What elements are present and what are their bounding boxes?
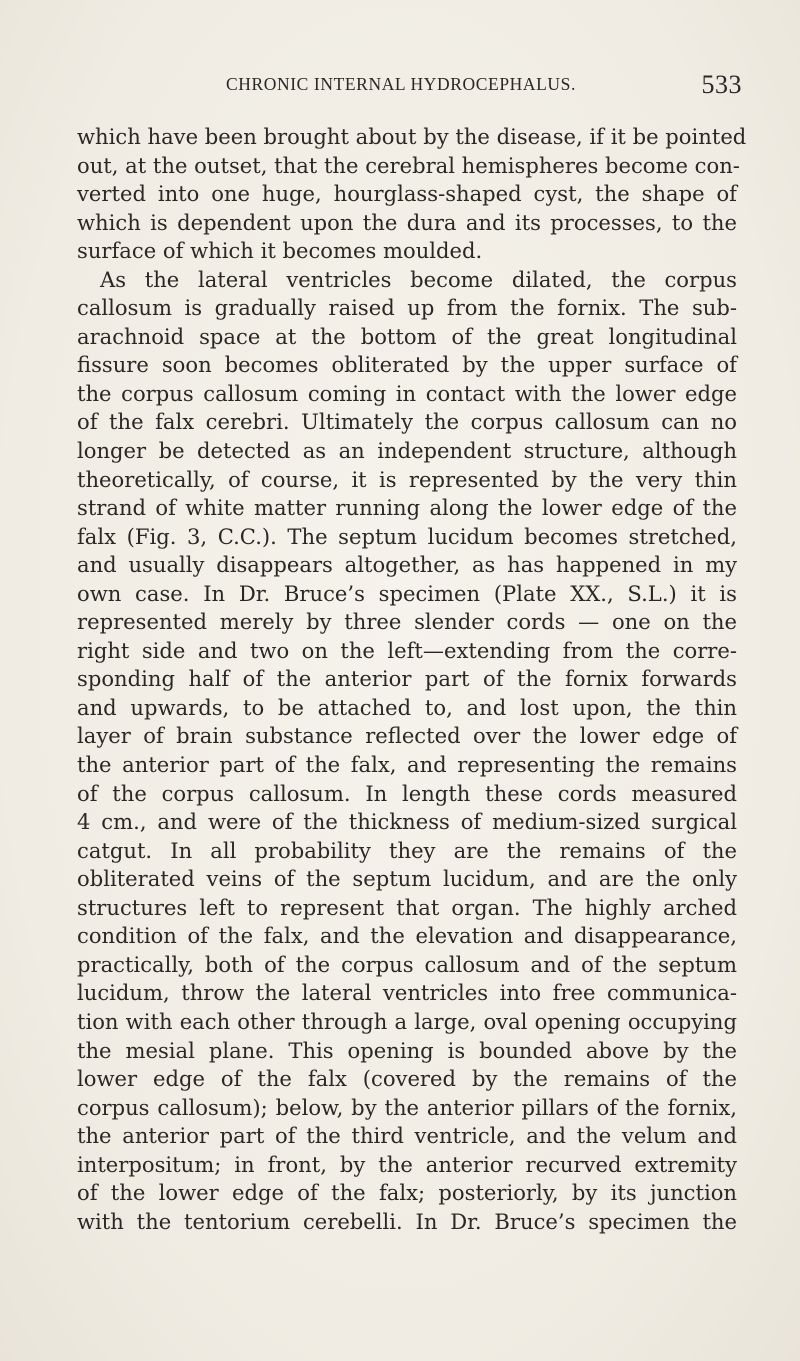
text-line: layer of brain substance reflected over the lower edge of — [77, 723, 737, 749]
text-line: sponding half of the anterior part of the fornix forwards — [77, 666, 737, 692]
text-line: with the tentorium cerebelli. In Dr. Bruce’s specimen the — [77, 1208, 737, 1234]
text-line: and usually disappears altogether, as has happened in my — [77, 552, 737, 578]
text-line: falx (Fig. 3, C.C.). The septum lucidum becomes stretched, — [77, 523, 737, 549]
text-line: corpus callosum); below, by the anterior pillars of the fornix, — [77, 1094, 737, 1120]
text-line: callosum is gradually raised up from the fornix. The sub- — [77, 295, 737, 321]
text-line: condition of the falx, and the elevation and disappearance, — [77, 923, 737, 949]
running-title: CHRONIC INTERNAL HYDROCEPHALUS. — [226, 74, 576, 94]
text-line: surface of which it becomes moulded. — [77, 238, 483, 264]
body-text — [77, 123, 747, 1236]
text-line: 4 cm., and were of the thickness of medium-sized surgical — [77, 809, 737, 835]
text-line: lucidum, throw the lateral ventricles into free communica- — [77, 980, 737, 1006]
text-line: longer be detected as an independent structure, although — [77, 438, 737, 464]
text-line: structures left to represent that organ. The highly arched — [77, 894, 737, 920]
text-line: the anterior part of the third ventricle, and the velum and — [77, 1123, 737, 1149]
text-line: of the lower edge of the falx; posteriorly, by its junction — [77, 1180, 737, 1206]
text-line: theoretically, of course, it is represented by the very thin — [77, 466, 737, 492]
text-line: of the falx cerebri. Ultimately the corpus callosum can no — [77, 409, 737, 435]
text-line: practically, both of the corpus callosum and of the septum — [77, 951, 737, 977]
text-line: verted into one huge, hourglass-shaped cyst, the shape of — [77, 181, 737, 207]
text-line: the mesial plane. This opening is bounded above by the — [77, 1037, 737, 1063]
text-line: As the lateral ventricles become dilated, the corpus — [100, 266, 737, 292]
text-line: right side and two on the left—extending from the corre- — [77, 637, 737, 663]
text-line: interpositum; in front, by the anterior recurved extremity — [77, 1151, 737, 1177]
text-line: lower edge of the falx (covered by the remains of the — [77, 1066, 737, 1092]
text-line: of the corpus callosum. In length these cords measured — [77, 780, 737, 806]
page-number: 533 — [701, 70, 742, 99]
running-head — [226, 58, 742, 98]
text-line: out, at the outset, that the cerebral hemispheres become con- — [77, 152, 740, 178]
text-line: represented merely by three slender cords — one on the — [77, 609, 737, 635]
text-line: which have been brought about by the disease, if it be pointed — [77, 124, 747, 149]
text-line: and upwards, to be attached to, and lost upon, the thin — [77, 694, 737, 720]
text-line: the corpus callosum coming in contact with the lower edge — [77, 380, 737, 406]
text-line: which is dependent upon the dura and its processes, to the — [77, 209, 737, 235]
text-line: tion with each other through a large, oval opening occupying — [77, 1008, 737, 1034]
text-line: strand of white matter running along the lower edge of the — [77, 495, 737, 521]
text-line: obliterated veins of the septum lucidum, and are the only — [77, 866, 737, 892]
text-line: fissure soon becomes obliterated by the upper surface of — [77, 352, 737, 378]
text-line: arachnoid space at the bottom of the great longitudinal — [77, 323, 737, 349]
text-line: catgut. In all probability they are the remains of the — [77, 837, 737, 863]
text-line: the anterior part of the falx, and representing the remains — [77, 752, 737, 778]
text-line: own case. In Dr. Bruce’s specimen (Plate XX., S.L.) it is — [77, 580, 737, 606]
